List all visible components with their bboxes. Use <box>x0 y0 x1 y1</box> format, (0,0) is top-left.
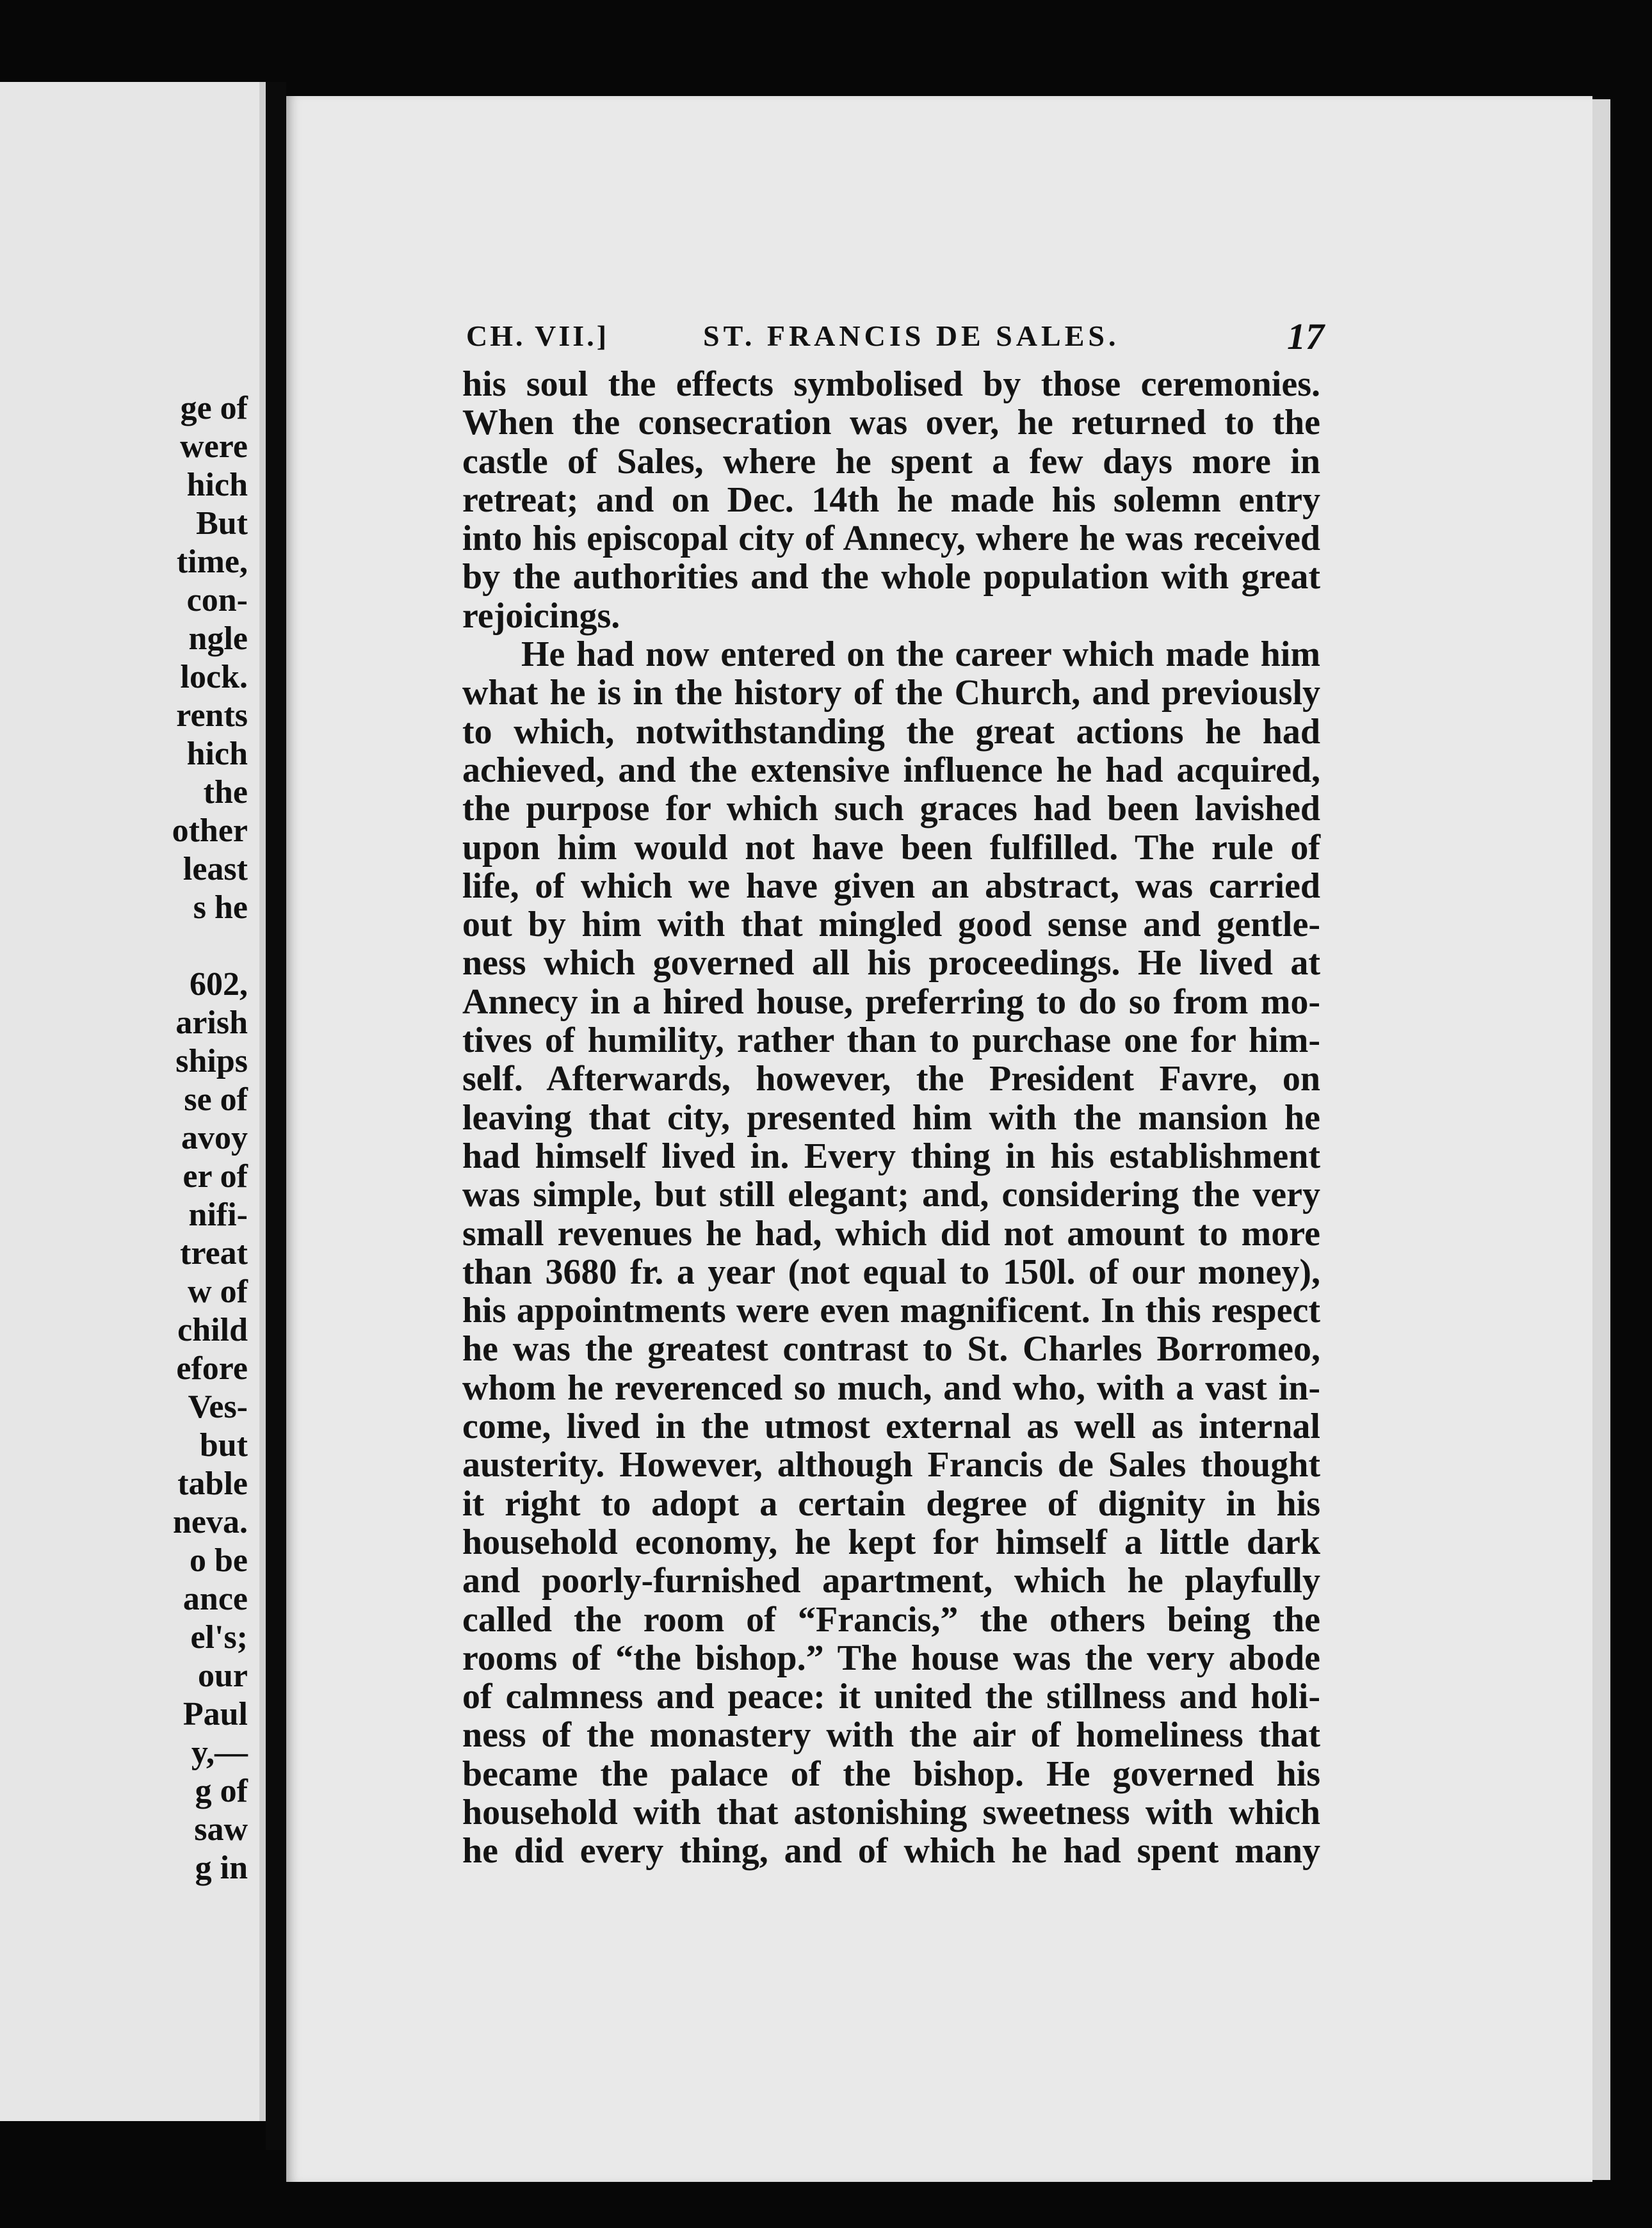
left-page-text <box>0 389 248 1887</box>
left-page-line: but <box>199 1427 248 1464</box>
right-page-edge <box>1592 99 1610 2180</box>
left-page-line: nifi- <box>188 1197 248 1233</box>
body-line: was simple, but still elegant; and, considering the very <box>462 1175 1320 1215</box>
body-line: became the palace of the bishop. He governed his <box>462 1754 1320 1794</box>
body-line: When the consecration was over, he returned to the <box>462 403 1320 443</box>
body-line: austerity. However, although Francis de Sales thought <box>462 1445 1320 1485</box>
body-line: whom he reverenced so much, and who, with a vast in- <box>462 1368 1320 1408</box>
chapter-label: CH. VII.] <box>466 319 610 352</box>
body-line: it right to adopt a certain degree of dignity in his <box>462 1483 1320 1524</box>
left-page-line: efore <box>176 1350 248 1387</box>
body-line: rejoicings. <box>462 595 620 636</box>
left-page-line: hich <box>186 736 248 772</box>
body-line: the purpose for which such graces had been lavished <box>462 789 1320 829</box>
left-page-line: saw <box>194 1811 248 1848</box>
left-page-line: hich <box>186 467 248 503</box>
body-line: ness of the monastery with the air of homeliness that <box>462 1715 1320 1756</box>
left-page-line: s he <box>193 889 248 926</box>
body-line: and poorly-furnished apartment, which he playfully <box>462 1561 1320 1601</box>
body-line: upon him would not have been fulfilled. The rule of <box>462 827 1320 868</box>
body-line: household economy, he kept for himself a little dark <box>462 1522 1320 1562</box>
left-page-line: neva. <box>173 1504 248 1540</box>
body-line: his soul the effects symbolised by those ceremonies. <box>462 364 1320 404</box>
left-page-line: g of <box>195 1773 248 1809</box>
body-line: small revenues he had, which did not amount to more <box>462 1213 1320 1254</box>
body-line: called the room of “Francis,” the others being the <box>462 1599 1320 1640</box>
left-page-line <box>0 927 248 965</box>
left-page-line: Paul <box>182 1696 248 1732</box>
body-line: to which, notwithstanding the great actions he had <box>462 711 1320 752</box>
body-line: his appointments were even magnificent. In this respect <box>462 1291 1320 1331</box>
body-line: out by him with that mingled good sense and gentle- <box>462 905 1320 945</box>
left-page-line: g in <box>195 1850 248 1886</box>
left-page-line: child <box>177 1312 248 1348</box>
left-page-line: y,— <box>191 1734 248 1771</box>
body-line: he was the greatest contrast to St. Charles Borromeo, <box>462 1329 1320 1369</box>
body-line: what he is in the history of the Church, and previously <box>462 673 1320 713</box>
left-page-line: o be <box>190 1542 248 1579</box>
left-page-line: rents <box>176 697 248 734</box>
body-line: had himself lived in. Every thing in his establishment <box>462 1136 1320 1176</box>
left-page-line: ngle <box>188 620 248 657</box>
left-page-line: other <box>172 812 248 849</box>
body-line: than 3680 fr. a year (not equal to 150l. of our money), <box>462 1252 1320 1292</box>
body-line: Annecy in a hired house, preferring to do so from mo- <box>462 981 1320 1022</box>
body-line: by the authorities and the whole population with great <box>462 557 1320 597</box>
body-line: leaving that city, presented him with the mansion he <box>462 1097 1320 1138</box>
body-line: household with that astonishing sweetness with which <box>462 1792 1320 1832</box>
left-page-line: were <box>180 428 248 465</box>
left-page-line: er of <box>182 1158 248 1195</box>
body-line: achieved, and the extensive influence he had acquired, <box>462 750 1320 790</box>
running-header <box>466 316 1324 362</box>
body-text <box>462 365 1320 1871</box>
page-number: 17 <box>1287 316 1324 357</box>
body-line: retreat; and on Dec. 14th he made his solemn entry <box>462 480 1320 520</box>
body-line: of calmness and peace: it united the stillness and holi- <box>462 1677 1320 1717</box>
left-page-line: Ves- <box>188 1389 248 1425</box>
body-line: He had now entered on the career which made him <box>521 634 1320 675</box>
left-page-line: ance <box>182 1581 248 1617</box>
left-page-line: arish <box>175 1005 248 1041</box>
book-gutter <box>266 82 286 2150</box>
left-page-line: avoy <box>181 1120 248 1156</box>
left-page-line: But <box>196 505 248 542</box>
left-page-line: lock. <box>180 659 248 695</box>
body-line: come, lived in the utmost external as well as internal <box>462 1407 1320 1447</box>
body-line: tives of humility, rather than to purchase one for him- <box>462 1021 1320 1061</box>
left-page-line: 602, <box>190 966 248 1003</box>
left-page-line: se of <box>184 1081 248 1118</box>
left-page-line: ships <box>175 1043 248 1079</box>
body-line: self. Afterwards, however, the President Favre, on <box>462 1059 1320 1099</box>
left-page-line: ge of <box>180 390 248 426</box>
left-page-line: table <box>177 1465 248 1502</box>
left-page-line: least <box>182 851 248 887</box>
left-page-line: time, <box>176 544 248 580</box>
body-line: into his episcopal city of Annecy, where he was received <box>462 519 1320 559</box>
running-title: ST. FRANCIS DE SALES. <box>703 319 1120 352</box>
left-page <box>0 82 259 2121</box>
body-line: castle of Sales, where he spent a few days more in <box>462 441 1320 481</box>
body-line: ness which governed all his proceedings. He lived at <box>462 943 1320 983</box>
left-page-line: treat <box>180 1235 248 1271</box>
body-line: life, of which we have given an abstract, was carried <box>462 866 1320 906</box>
left-page-line: the <box>203 774 248 811</box>
left-page-line: con- <box>186 582 248 618</box>
left-page-line: el's; <box>190 1619 248 1656</box>
left-page-line: w of <box>188 1273 248 1310</box>
body-line: he did every thing, and of which he had spent many <box>462 1831 1320 1871</box>
left-page-line: our <box>198 1658 248 1694</box>
body-line: rooms of “the bishop.” The house was the very abode <box>462 1638 1320 1678</box>
